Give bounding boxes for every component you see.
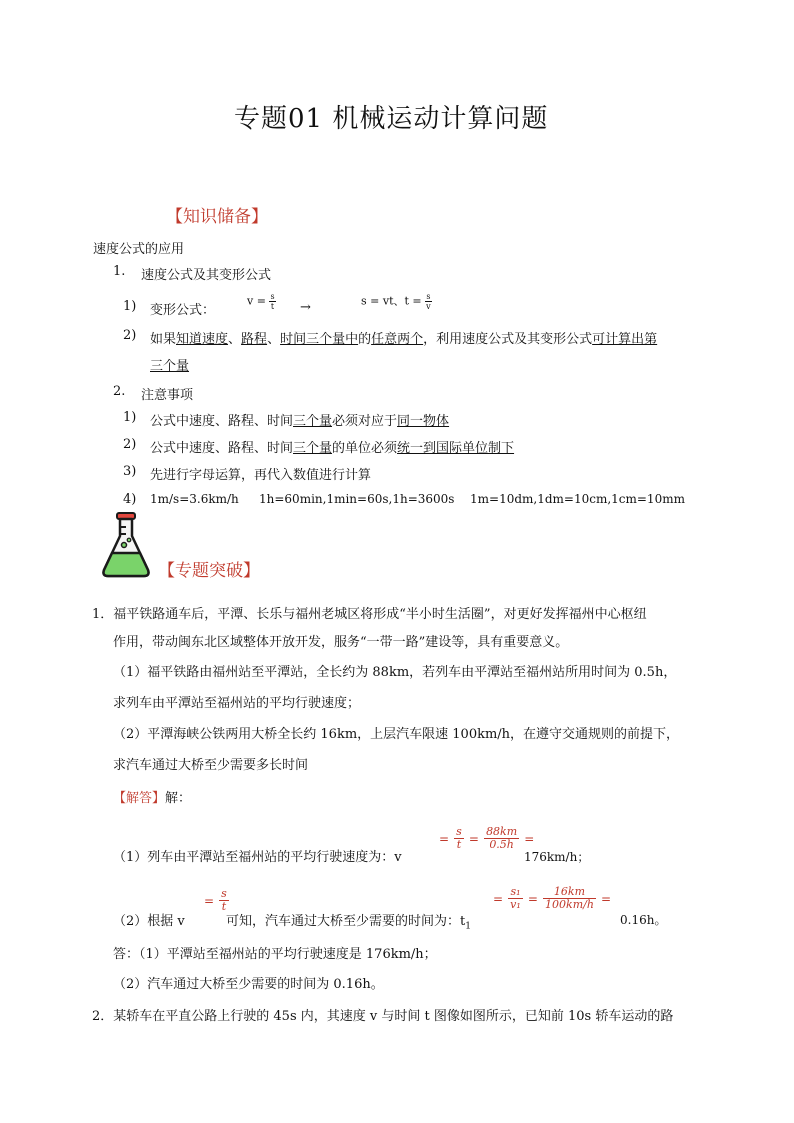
item-1-label: 速度公式及其变形公式 — [141, 268, 272, 283]
page-title: 专题01 机械运动计算问题 — [234, 104, 549, 134]
fraction-s-over-v: $\frac{s}{v}$ — [426, 292, 431, 311]
sub-1-label: 变形公式： — [150, 303, 216, 318]
solution-1-result: 176km/h； — [524, 850, 590, 864]
q1-part-1-line-1: （1）福平铁路由福州站至平潭站，全长约为 88km，若列车由平潭站至福州站所用时间为 0.5h， — [113, 665, 677, 680]
sub-2-text-cont: 三个量 — [150, 359, 190, 374]
note-4-conversion-a: 1m/s=3.6km/h — [150, 492, 239, 506]
item-2-number: 2. — [113, 384, 126, 399]
note-4-conversion-b: 1h=60min,1min=60s,1h=3600s — [259, 492, 455, 506]
note-1-number: 1) — [123, 410, 137, 425]
solution-2-lead: （2）根据 v — [113, 914, 185, 929]
formula-v: v = $\frac{s}{t}$ — [247, 292, 275, 311]
fraction-88km-over-05h: $\frac{88km}{0.5h}$ — [486, 825, 518, 851]
fraction-16km-over-100kmh: $\frac{16km}{100km/h}$ — [545, 885, 594, 911]
fraction-s1-over-v1: $\frac{\text{s₁}}{\text{v₁}}$ — [510, 885, 521, 911]
solution-2-formula-b: = $\frac{\text{s₁}}{\text{v₁}}$ = $\frac{16km}{100km/h}$ = — [493, 885, 612, 911]
solution-2-result: 0.16h。 — [620, 913, 667, 927]
fraction-s-over-t: $\frac{s}{t}$ — [221, 887, 227, 913]
note-4-number: 4) — [123, 492, 137, 507]
intro-text: 速度公式的应用 — [93, 242, 185, 257]
answer-tag: 【解答】 — [113, 791, 166, 806]
item-1-number: 1. — [113, 264, 126, 279]
q1-line-1: 1．福平铁路通车后，平潭、长乐与福州老城区将形成“半小时生活圈”，对更好发挥福州中心枢纽 — [92, 607, 647, 622]
solution-1-formula: = $\frac{s}{t}$ = $\frac{88km}{0.5h}$ = — [439, 825, 535, 851]
q1-part-2-line-2: 求汽车通过大桥至少需要多长时间 — [113, 758, 309, 773]
item-2-label: 注意事项 — [141, 388, 194, 403]
final-answer-2: （2）汽车通过大桥至少需要的时间为 0.16h。 — [113, 977, 384, 992]
note-3-text: 先进行字母运算，再代入数值进行计算 — [150, 468, 372, 483]
note-2-text: 公式中速度、路程、时间三个量的单位必须统一到国际单位制下 — [150, 441, 515, 456]
note-4-conversion-c: 1m=10dm,1dm=10cm,1cm=10mm — [470, 492, 685, 506]
solution-1-text: （1）列车由平潭站至福州站的平均行驶速度为：v — [113, 850, 402, 865]
solution-2-formula-a: = $\frac{s}{t}$ — [204, 887, 227, 913]
solution-2-text: 可知，汽车通过大桥至少需要的时间为：$t_1$ — [226, 914, 471, 932]
q1-part-2-line-1: （2）平潭海峡公铁两用大桥全长约 16km，上层汽车限速 100km/h，在遵守交通规则的前提下， — [113, 727, 680, 742]
section-heading-breakthrough: 【专题突破】 — [158, 561, 260, 581]
fraction-s-over-t: $\frac{s}{t}$ — [456, 825, 462, 851]
note-3-number: 3) — [123, 464, 137, 479]
final-answer-1: 答：（1）平潭站至福州站的平均行驶速度是 176km/h； — [113, 947, 437, 962]
arrow-icon: → — [300, 300, 311, 315]
sub-1-number: 1) — [123, 299, 137, 314]
q2-line-1: 2．某轿车在平直公路上行驶的 45s 内，其速度 v 与时间 t 图像如图所示，已知前 10s 轿车运动的路 — [92, 1009, 674, 1024]
fraction-s-over-t: $\frac{s}{t}$ — [270, 292, 275, 311]
formula-s-t: s = vt、t = $\frac{s}{v}$ — [361, 292, 431, 311]
note-2-number: 2) — [123, 437, 137, 452]
q1-part-1-line-2: 求列车由平潭站至福州站的平均行驶速度； — [113, 696, 361, 711]
section-heading-knowledge: 【知识储备】 — [166, 207, 268, 227]
flask-icon — [100, 512, 152, 578]
sub-2-number: 2) — [123, 328, 137, 343]
sub-2-text: 如果知道速度、路程、时间三个量中的任意两个，利用速度公式及其变形公式可计算出第 — [150, 332, 658, 347]
q1-line-2: 作用，带动闽东北区域整体开放开发，服务“一带一路”建设等，具有重要意义。 — [113, 635, 569, 650]
answer-heading: 【解答】解： — [113, 791, 192, 806]
note-1-text: 公式中速度、路程、时间三个量必须对应于同一物体 — [150, 414, 450, 429]
